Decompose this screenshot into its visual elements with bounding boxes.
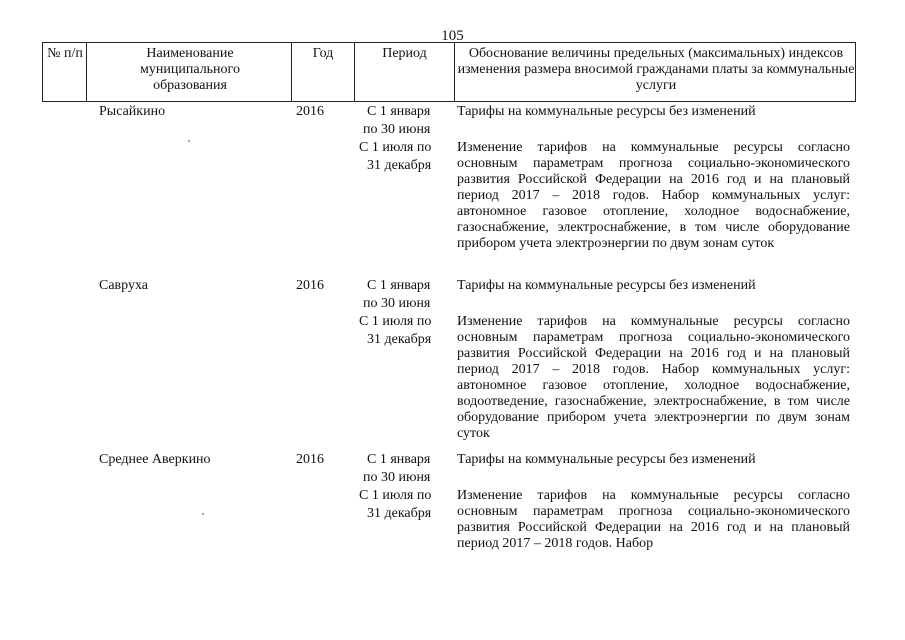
basis-unchanged: Тарифы на коммунальные ресурсы без изменений xyxy=(457,452,756,467)
basis-unchanged: Тарифы на коммунальные ресурсы без изменений xyxy=(457,278,756,293)
period-start-end: по 30 июня xyxy=(363,122,431,137)
basis-unchanged: Тарифы на коммунальные ресурсы без изменений xyxy=(457,104,756,119)
header-year: Год xyxy=(312,46,334,61)
basis-change: Изменение тарифов на коммунальные ресурсы согласно основным параметрам прогноза социально-экономического развития Российской Федерации на 2016 год и на плановый период 2017 – 2018 годов. Набор коммунальных услуг: автономное газовое отопление, холодное водоснабжение, водоотведение, газоснабжение, электроснабжение, в том числе оборудование прибором учета электроэнергии по двум зонам суток xyxy=(457,314,850,441)
page-number: 105 xyxy=(441,28,464,44)
column-divider xyxy=(86,43,87,101)
period-second-start: С 1 июля по xyxy=(359,314,432,329)
period-second-end: 31 декабря xyxy=(367,506,432,521)
year-value: 2016 xyxy=(296,452,324,467)
basis-change: Изменение тарифов на коммунальные ресурсы согласно основным параметрам прогноза социально-экономического развития Российской Федерации на 2016 год и на плановый период 2017 – 2018 годов. Набор коммунальных услуг: автономное газовое отопление, холодное водоснабжение, газоснабжение, электроснабжение, в том числе оборудование прибором учета электроэнергии по двум зонам суток xyxy=(457,140,850,251)
header-municipality: Наименование муниципального образования xyxy=(140,46,240,93)
scan-speck xyxy=(202,513,204,515)
period-second-start: С 1 июля по xyxy=(359,140,432,155)
basis-change: Изменение тарифов на коммунальные ресурсы согласно основным параметрам прогноза социально-экономического развития Российской Федерации на 2016 год и на плановый период 2017 – 2018 годов. Набор xyxy=(457,488,850,551)
period-start-end: по 30 июня xyxy=(363,296,431,311)
municipality-name: Рысайкино xyxy=(99,104,166,119)
municipality-name: Среднее Аверкино xyxy=(99,452,211,467)
year-value: 2016 xyxy=(296,278,324,293)
scan-speck xyxy=(188,140,190,142)
header-period: Период xyxy=(382,46,427,61)
header-number: № п/п xyxy=(47,46,83,61)
year-value: 2016 xyxy=(296,104,324,119)
period-start-end: по 30 июня xyxy=(363,470,431,485)
period-start: С 1 января xyxy=(367,452,431,467)
period-start: С 1 января xyxy=(367,104,431,119)
header-basis: Обоснование величины предельных (максимальных) индексов изменения размера вносимой гражданами платы за коммунальные услуги xyxy=(457,46,855,93)
period-second-end: 31 декабря xyxy=(367,158,432,173)
period-second-end: 31 декабря xyxy=(367,332,432,347)
period-second-start: С 1 июля по xyxy=(359,488,432,503)
table-header xyxy=(42,42,856,102)
municipality-name: Савруха xyxy=(99,278,149,293)
period-start: С 1 января xyxy=(367,278,431,293)
